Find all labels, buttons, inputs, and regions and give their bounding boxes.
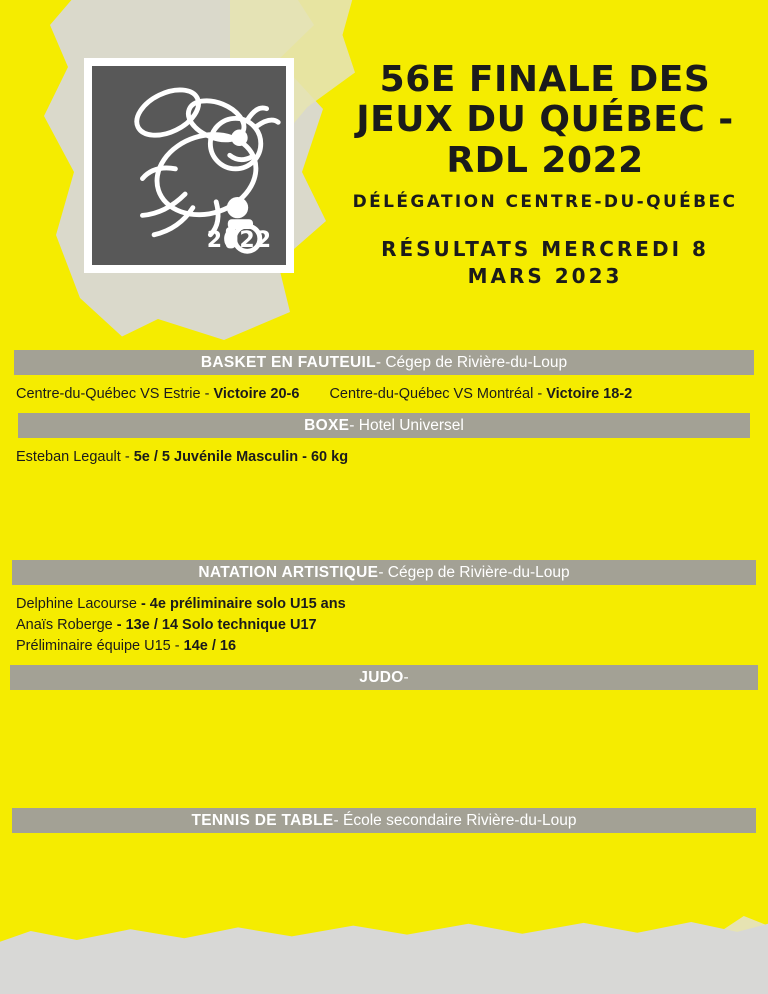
delegation-subtitle: DÉLÉGATION CENTRE-DU-QUÉBEC [352,191,738,212]
section-title: JUDO [359,668,404,686]
result-outcome: 5e / 5 Juvénile Masculin - 60 kg [133,449,349,466]
section-body [0,585,768,657]
section-spacer [0,468,768,560]
section-title: NATATION ARTISTIQUE [198,563,379,581]
section-spacer [0,657,768,665]
result-outcome: Victoire 18-2 [546,386,633,402]
section-venue: - [403,668,409,686]
result-row [16,636,768,657]
section-judo [0,665,768,808]
section-body [0,438,768,468]
section-spacer [0,700,768,808]
result-outcome: - 13e / 14 Solo technique U17 [116,617,317,634]
section-header-bar [14,350,754,375]
section-body [0,690,768,700]
result-row [16,615,768,636]
poster-header [345,60,745,290]
result-row [16,384,299,405]
result-participants: Anaïs Roberge [16,617,117,634]
result-row-group [16,384,768,405]
section-venue: - Cégep de Rivière-du-Loup [375,353,568,371]
result-outcome: - 4e préliminaire solo U15 ans [140,596,346,613]
section-natation-artistique [0,560,768,665]
section-title: TENNIS DE TABLE [191,811,334,829]
result-participants: Esteban Legault - [16,449,134,466]
section-title: BASKET EN FAUTEUIL [200,353,376,371]
section-title: BOXE [304,416,350,434]
section-header-bar [12,808,756,833]
section-body [0,375,768,405]
section-body [0,833,768,843]
results-date-label: RÉSULTATS MERCREDI 8 MARS 2023 [381,236,709,288]
section-boxe [0,413,768,560]
section-tennis-de-table [0,808,768,843]
result-participants: Centre-du-Québec VS Montréal - [329,386,547,402]
page-title: 56E FINALE DES JEUX DU QUÉBEC - RDL 2022 [356,59,734,181]
section-venue: - Cégep de Rivière-du-Loup [378,563,570,581]
section-header-bar [18,413,750,438]
result-row [16,447,768,468]
logo-inner-panel [92,66,286,265]
result-outcome: Victoire 20-6 [213,386,300,402]
logo-year-label: 2022 [206,228,272,253]
section-venue: - Hotel Universel [349,416,464,434]
result-row [329,384,632,405]
event-logo [84,58,294,273]
result-outcome: 14e / 16 [183,638,237,655]
result-row [16,594,768,615]
section-basket-en-fauteuil [0,350,768,413]
result-participants: Delphine Lacourse [16,596,141,613]
section-header-bar [12,560,756,585]
section-venue: - École secondaire Rivière-du-Loup [333,811,577,829]
section-spacer [0,405,768,413]
section-header-bar [10,665,758,690]
results-sections [0,350,768,843]
result-participants: Centre-du-Québec VS Estrie - [16,386,214,402]
torn-paper-bottom-decoration [0,904,768,994]
result-participants: Préliminaire équipe U15 - [16,638,184,655]
